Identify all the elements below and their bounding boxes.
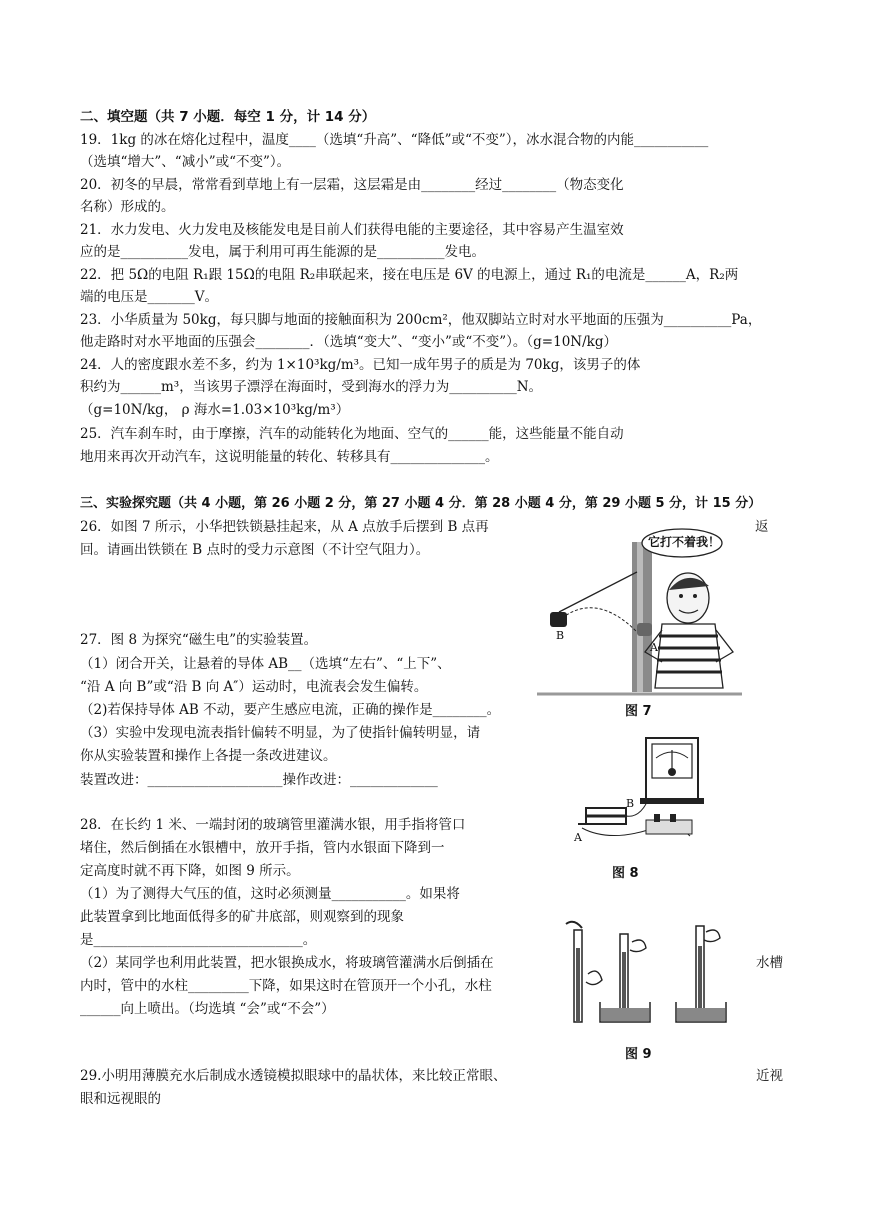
question-29-line-2: 眼和远视眼的 [80,1091,161,1107]
question-22-line-1: 22．把 5Ω的电阻 R₁跟 15Ω的电阻 R₂串联起来，接在电压是 6V 的电源上，通过 R₁的电流是______A，R₂两 [80,267,739,283]
question-27-line-7: 装置改进：____________________操作改进：_____________ [80,772,438,788]
figure-9-illustration [560,918,740,1026]
question-24-line-2: 积约为______m³，当该男子漂浮在海面时，受到海水的浮力为__________N。 [80,379,543,395]
figure-7 [537,520,742,715]
question-24-line-3: （g=10N/kg， ρ 海水=1.03×10³kg/m³） [80,402,350,418]
figure-7-speech-bubble: 它打不着我！ [648,535,721,549]
figure-8-label-b: B [626,797,635,810]
question-28-line-7-end: 水槽 [756,955,783,971]
figure-7-caption: 图 7 [625,704,652,719]
question-29-line-1: 29.小明用薄膜充水后制成水透镜模拟眼球中的晶状体，来比较正常眼、 [80,1068,507,1084]
section-header-fill: 二、填空题（共 7 小题．每空 1 分，计 14 分） [80,109,376,125]
question-27-line-6: 你从实验装置和操作上各提一条改进建议。 [80,748,337,764]
figure-8-caption: 图 8 [612,866,639,881]
figure-9 [560,918,740,1026]
question-28-line-8: 内时，管中的水柱_________下降，如果这时在管顶开一个小孔，水柱 [80,978,492,994]
question-28-line-1: 28．在长约 1 米、一端封闭的玻璃管里灌满水银，用手指将管口 [80,817,466,833]
question-23-line-2: 他走路时对水平地面的压强会________．（选填“变大”、“变小”或“不变”）。（g=10N/kg） [80,334,617,350]
figure-8-label-a: A [574,831,582,844]
question-23-line-1: 23．小华质量为 50kg，每只脚与地面的接触面积为 200cm²，他双脚站立时对水平地面的压强为__________Pa， [80,312,762,328]
question-28-line-3: 定高度时就不再下降，如图 9 所示。 [80,863,300,879]
section-header-experiment: 三、实验探究题（共 4 小题，第 26 小题 2 分，第 27 小题 4 分．第 28 小题 4 分，第 29 小题 5 分，计 15 分） [80,496,762,511]
question-24-line-1: 24．人的密度跟水差不多，约为 1×10³kg/m³。已知一成年男子的质是为 70kg，该男子的体 [80,357,641,373]
question-19-line-1: 19．1kg 的冰在熔化过程中，温度____（选填“升高”、“降低”或“不变”），冰水混合物的内能___________ [80,132,709,148]
figure-7-label-a: A [650,641,658,654]
question-19-line-2: （选填“增大”、“减小”或“不变”）。 [80,154,291,170]
question-25-line-2: 地用来再次开动汽车，这说明能量的转化、转移具有______________。 [80,449,499,465]
question-21-line-2: 应的是__________发电，属于利用可再生能源的是__________发电。 [80,244,485,260]
question-21-line-1: 21．水力发电、火力发电及核能发电是目前人们获得电能的主要途径，其中容易产生温室效 [80,222,624,238]
question-26-line-2: 回。请画出铁锁在 B 点时的受力示意图（不计空气阻力）。 [80,542,430,558]
question-28-line-4: （1）为了测得大气压的值，这时必须测量___________。如果将 [80,886,460,902]
question-27-line-1: 27．图 8 为探究“磁生电”的实验装置。 [80,632,318,648]
question-26-line-1: 26．如图 7 所示，小华把铁锁悬挂起来，从 A 点放手后摆到 B 点再 [80,519,489,535]
question-28-line-5: 此装置拿到比地面低得多的矿井底部，则观察到的现象 [80,909,404,925]
question-20-line-2: 名称）形成的。 [80,199,175,215]
question-20-line-1: 20．初冬的早晨，常常看到草地上有一层霜，这层霜是由________经过________（物态变化 [80,177,624,193]
question-22-line-2: 端的电压是_______V。 [80,289,218,305]
question-27-line-4: （2)若保持导体 AB 不动，要产生感应电流，正确的操作是________。 [80,702,501,718]
question-28-line-2: 堵住，然后倒插在水银槽中，放开手指，管内水银面下降到一 [80,840,445,856]
question-25-line-1: 25．汽车刹车时，由于摩擦，汽车的动能转化为地面、空气的______能，这些能量不能自动 [80,426,624,442]
question-29-line-1-end: 近视 [756,1068,783,1084]
question-27-line-2: （1）闭合开关，让悬着的导体 AB__（选填“左右”、“上下”、 [80,656,451,672]
figure-8 [568,732,708,842]
question-28-line-9: ______向上喷出。（均选填 “会”或“不会”） [80,1001,335,1017]
figure-8-illustration [568,732,708,842]
question-26-line-1-end: 返 [755,519,769,535]
question-28-line-7: （2）某同学也利用此装置，把水银换成水，将玻璃管灌满水后倒插在 [80,955,494,971]
question-27-line-5: （3）实验中发现电流表指针偏转不明显，为了使指针偏转明显，请 [80,725,481,741]
question-27-line-3: “沿 A 向 B”或“沿 B 向 A″）运动时，电流表会发生偏转。 [80,679,428,695]
figure-7-label-b: B [556,629,565,642]
question-28-line-6: 是_______________________________。 [80,932,317,948]
figure-9-caption: 图 9 [625,1047,652,1062]
